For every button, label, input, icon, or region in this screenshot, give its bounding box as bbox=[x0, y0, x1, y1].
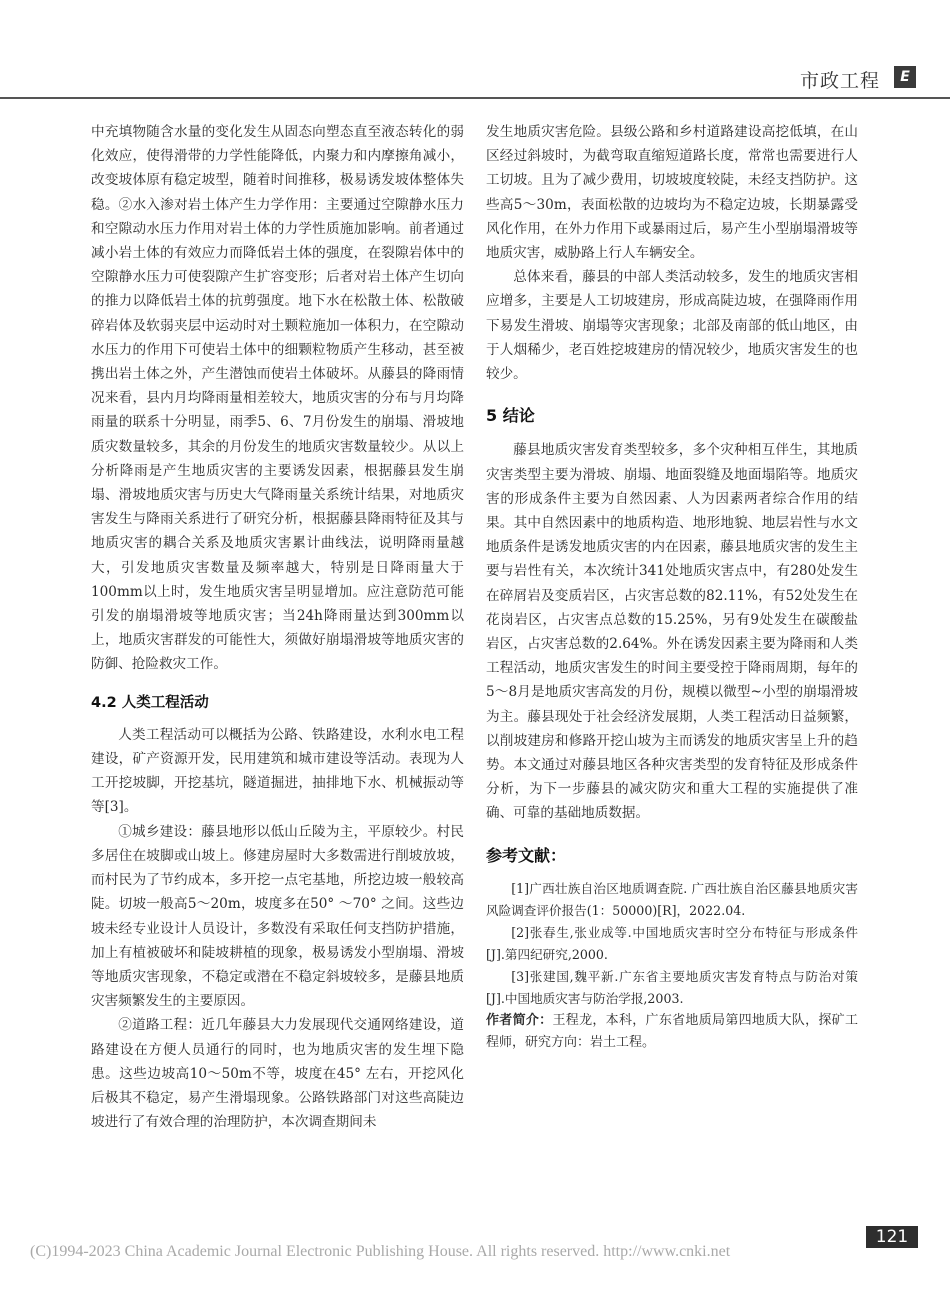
page-header bbox=[0, 0, 950, 112]
reference-list bbox=[486, 878, 858, 1010]
section-heading-4-2: 4.2 人类工程活动 bbox=[91, 694, 209, 711]
section-heading-5: 5 结论 bbox=[486, 406, 535, 426]
author-text: 王程龙，本科，广东省地质局第四地质大队，探矿工程师，研究方向：岩土工程。 bbox=[486, 1012, 858, 1050]
reference-item: [2]张春生,张业成等.中国地质灾害时空分布特征与形成条件[J].第四纪研究,2000. bbox=[486, 924, 858, 962]
journal-logo-icon: E bbox=[894, 66, 916, 88]
author-bio bbox=[486, 1010, 858, 1054]
reference-item: [3]张建国,魏平新.广东省主要地质灾害发育特点与防治对策[J].中国地质灾害与防治学报,2003. bbox=[486, 968, 858, 1006]
reference-item: [1]广西壮族自治区地质调查院. 广西壮族自治区藤县地质灾害风险调查评价报告(1：50000)[R]，2022.04. bbox=[486, 880, 858, 918]
paragraph: 中充填物随含水量的变化发生从固态向塑态直至液态转化的弱化效应，使得滑带的力学性能降低，内聚力和内摩擦角减小，改变坡体原有稳定坡型，随着时间推移，极易诱发坡体整体失稳。②水入渗对岩土体产生力学作用：主要通过空隙静水压力和空隙动水压力作用对岩土体的力学性质施加影响。前者通过减小岩土体的有效应力而降低岩土体的强度，在裂隙岩体中的空隙静水压力可使裂隙产生扩容变形；后者对岩土体产生切向的推力以降低岩土体的抗剪强度。地下水在松散土体、松散破碎岩体及软弱夹层中运动时对土颗粒施加一体积力，在空隙动水压力的作用下可使岩土体中的细颗粒物质产生移动，甚至被携出岩土体之外，产生潜蚀而使岩土体破坏。从藤县的降雨情况来看，县内月均降雨量相差较大，地质灾害的分布与月均降雨量的联系十分明显，雨季5、6、7月份发生的崩塌、滑坡地质灾数量较多，其余的月份发生的地质灾害数量较少。从以上分析降雨是产生地质灾害的主要诱发因素，根据藤县发生崩塌、滑坡地质灾害与历史大气降雨量关系统计结果，对地质灾害发生与降雨关系进行了研究分析，根据藤县降雨特征及其与地质灾害的耦合关系及地质灾害累计曲线法，说明降雨量越大，引发地质灾害数量及频率越大，特别是日降雨量大于100mm以上时，发生地质灾害呈明显增加。应注意防范可能引发的崩塌滑坡等地质灾害；当24h降雨量达到300mm以上，地质灾害群发的可能性大，须做好崩塌滑坡等地质灾害的防御、抢险救灾工作。 bbox=[91, 124, 464, 673]
left-column bbox=[91, 120, 464, 1134]
paragraph: 藤县地质灾害发育类型较多，多个灾种相互伴生，其地质灾害类型主要为滑坡、崩塌、地面裂缝及地面塌陷等。地质灾害的形成条件主要为自然因素、人为因素两者综合作用的结果。其中自然因素中的地质构造、地形地貌、地层岩性与水文地质条件是诱发地质灾害的内在因素，藤县地质灾害的发生主要与岩性有关，本次统计341处地质灾害点中，有280处发生在碎屑岩及变质岩区，占灾害总数的82.11%，有52处发生在花岗岩区，占灾害点总数的15.25%，另有9处发生在碳酸盐岩区，占灾害总数的2.64%。外在诱发因素主要为降雨和人类工程活动，地质灾害发生的时间主要受控于降雨周期，每年的5～8月是地质灾害高发的月份，规模以微型~小型的崩塌滑坡为主。藤县现处于社会经济发展期，人类工程活动日益频繁，以削坡建房和修路开挖山坡为主而诱发的地质灾害呈上升的趋势。本文通过对藤县地区各种灾害类型的发育特征及形成条件分析，为下一步藤县的减灾防灾和重大工程的实施提供了准确、可靠的基础地质数据。 bbox=[486, 442, 858, 822]
header-rule bbox=[0, 97, 950, 99]
copyright-footer: (C)1994-2023 China Academic Journal Electronic Publishing House. All rights reserved. http://www.cnki.net bbox=[30, 1243, 731, 1260]
page-number: 121 bbox=[866, 1226, 918, 1248]
right-column bbox=[486, 120, 858, 1054]
author-label: 作者简介： bbox=[486, 1012, 553, 1028]
paragraph: ②道路工程：近几年藤县大力发展现代交通网络建设，道路建设在方便人员通行的同时，也为地质灾害的发生埋下隐患。这些边坡高10～50m不等，坡度在45° 左右，开挖风化后极其不稳定，易产生滑塌现象。公路铁路部门对这些高陡边坡进行了有效合理的治理防护，本次调查期间未 bbox=[91, 1017, 464, 1131]
paragraph: 发生地质灾害危险。县级公路和乡村道路建设高挖低填，在山区经过斜坡时，为截弯取直缩短道路长度，常常也需要进行人工切坡。且为了减少费用，切坡坡度较陡，未经支挡防护。这些高5～30m，表面松散的边坡均为不稳定边坡，长期暴露受风化作用，在外力作用下或暴雨过后，易产生小型崩塌滑坡等地质灾害，威胁路上行人车辆安全。 bbox=[486, 124, 858, 262]
paragraph: 总体来看，藤县的中部人类活动较多，发生的地质灾害相应增多，主要是人工切坡建房，形成高陡边坡，在强降雨作用下易发生滑坡、崩塌等灾害现象；北部及南部的低山地区，由于人烟稀少，老百姓挖坡建房的情况较少，地质灾害发生的也较少。 bbox=[486, 269, 858, 383]
paragraph: ①城乡建设：藤县地形以低山丘陵为主，平原较少。村民多居住在坡脚或山坡上。修建房屋时大多数需进行削坡放坡，而村民为了节约成本，多开挖一点宅基地，所挖边坡一般较高陡。切坡一般高5～20m，坡度多在50° ～70° 之间。这些边坡未经专业设计人员设计，多数没有采取任何支挡防护措施，加上有植被破坏和陡坡耕植的现象，极易诱发小型崩塌、滑坡等地质灾害现象，不稳定或潜在不稳定斜坡较多，是藤县地质灾害频繁发生的主要原因。 bbox=[91, 823, 464, 1010]
paragraph: 人类工程活动可以概括为公路、铁路建设，水利水电工程建设，矿产资源开发，民用建筑和城市建设等活动。表现为人工开挖坡脚，开挖基坑，隧道掘进，抽排地下水、机械振动等等[3]。 bbox=[91, 726, 464, 816]
journal-title: 市政工程 bbox=[799, 70, 880, 92]
references-heading: 参考文献： bbox=[486, 845, 567, 865]
